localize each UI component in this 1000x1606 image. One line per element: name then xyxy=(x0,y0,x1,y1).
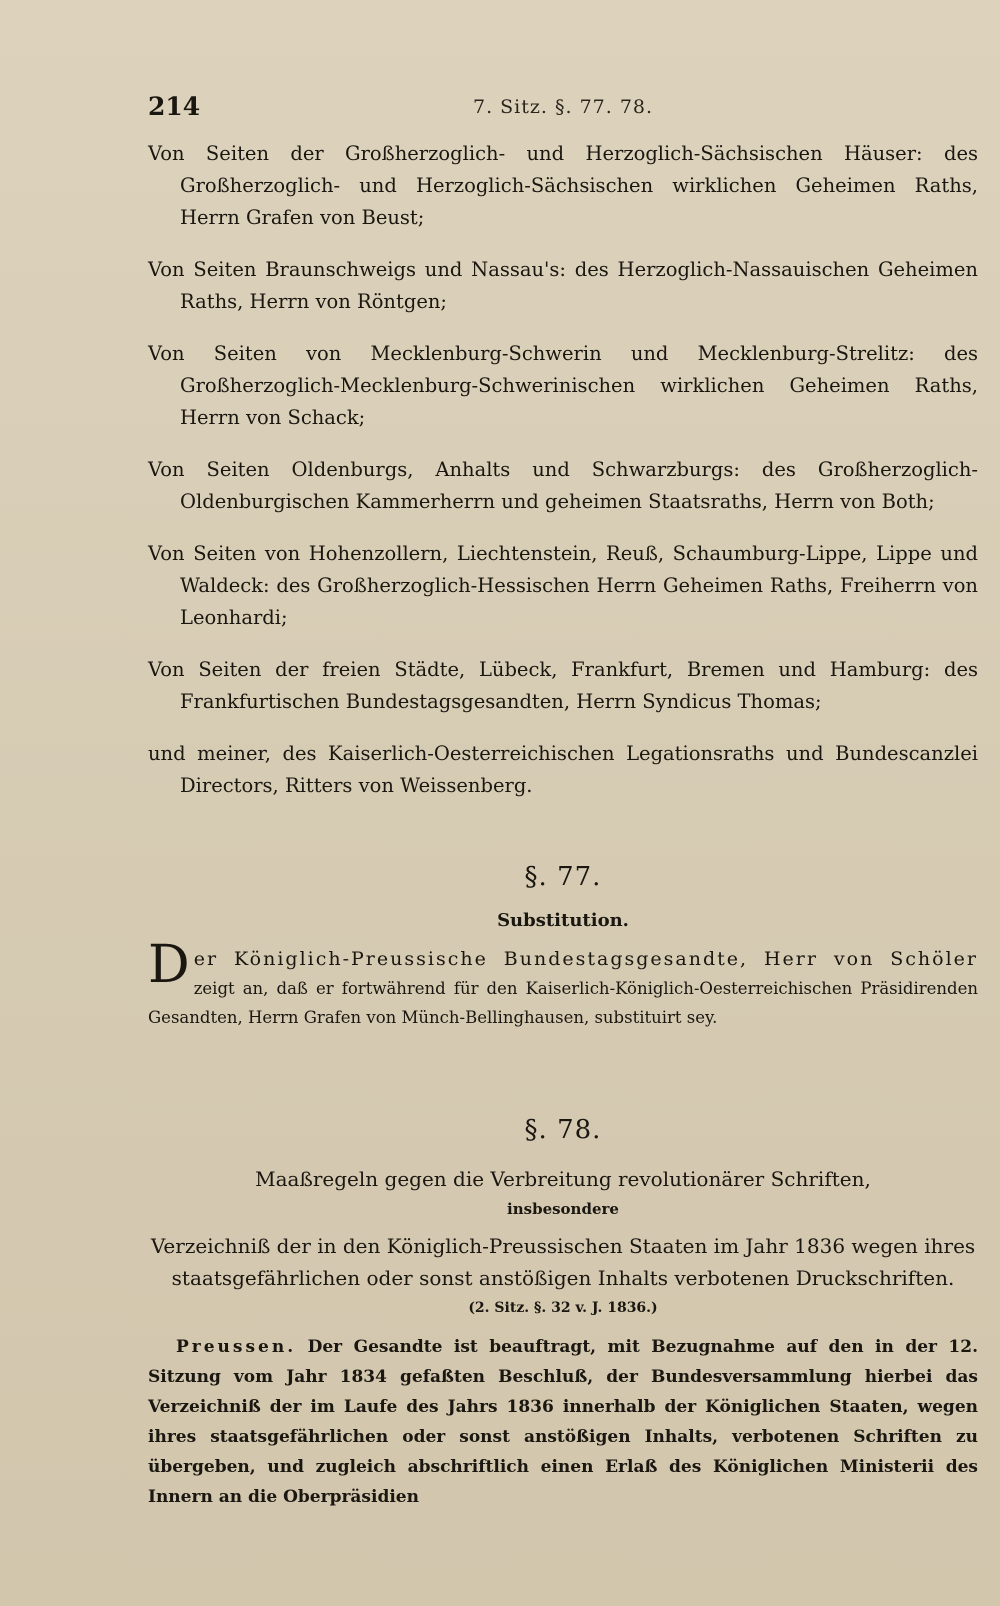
section-77-paragraph xyxy=(148,935,978,1032)
section-78-list-title: Verzeichniß der in den Königlich-Preussischen Staaten im Jahr 1836 wegen ihres staatsgefährlichen oder sonst anstößigen Inhalts verbotenen Druckschriften. xyxy=(150,1234,976,1290)
delegate-entry: Von Seiten der Großherzoglich- und Herzoglich-Sächsischen Häuser: des Großherzoglich- und Herzoglich-Sächsischen wirklichen Geheimen Raths, Herrn Grafen von Beust; xyxy=(148,142,978,229)
delegate-entry: Von Seiten Braunschweigs und Nassau's: des Herzoglich-Nassauischen Geheimen Raths, Herrn von Röntgen; xyxy=(148,258,978,313)
section-77-text: zeigt an, daß er fortwährend für den Kaiserlich-Königlich-Oesterreichischen Präsidirenden Gesandten, Herrn Grafen von Münch-Bellinghausen, substituirt sey. xyxy=(148,979,978,1027)
section-77-title: Substitution. xyxy=(497,910,629,931)
section-78-title: Maaßregeln gegen die Verbreitung revolutionärer Schriften, xyxy=(255,1167,871,1191)
delegate-entry: Von Seiten Oldenburgs, Anhalts und Schwarzburgs: des Großherzoglich-Oldenburgischen Kammerherrn und geheimen Staatsraths, Herrn von Both; xyxy=(148,458,978,513)
delegate-entry: Von Seiten von Mecklenburg-Schwerin und Mecklenburg-Strelitz: des Großherzoglich-Mecklenburg-Schwerinischen wirklichen Geheimen Raths, Herrn von Schack; xyxy=(148,342,978,429)
delegate-entry: und meiner, des Kaiserlich-Oesterreichischen Legationsraths und Bundescanzlei Directors, Ritters von Weissenberg. xyxy=(148,742,978,797)
prussia-text: Der Gesandte ist beauftragt, mit Bezugnahme auf den in der 12. Sitzung vom Jahr 1834 gefaßten Beschluß, der Bundesversammlung hierbei das Verzeichniß der im Laufe des Jahrs 1836 innerhalb der Königlichen Staaten, wegen ihres staatsgefährlichen oder sonst anstößigen Inhalts, verbotenen Schriften zu übergeben, und zugleich abschriftlich einen Erlaß des Königlichen Ministerii des Innern an die Oberpräsidien xyxy=(148,1337,979,1507)
section-78-citation: (2. Sitz. §. 32 v. J. 1836.) xyxy=(468,1300,658,1316)
section-78-subtitle: insbesondere xyxy=(507,1200,619,1218)
prussia-label: Preussen. xyxy=(176,1337,297,1357)
section-77-heading: §. 77. xyxy=(524,862,602,892)
page-number: 214 xyxy=(148,92,201,121)
delegate-list xyxy=(148,138,978,822)
running-head: 7. Sitz. §. 77. 78. xyxy=(473,96,654,118)
section-77-first-line: er Königlich-Preussische Bundestagsgesandte, Herr von Schöler xyxy=(193,948,978,970)
delegate-entry: Von Seiten der freien Städte, Lübeck, Frankfurt, Bremen und Hamburg: des Frankfurtischen Bundestagsgesandten, Herrn Syndicus Thomas; xyxy=(148,658,978,713)
drop-cap: D xyxy=(148,935,190,995)
delegate-entry: Von Seiten von Hohenzollern, Liechtenstein, Reuß, Schaumburg-Lippe, Lippe und Waldeck: des Großherzoglich-Hessischen Herrn Geheimen Raths, Freiherrn von Leonhardi; xyxy=(148,542,978,629)
prussia-paragraph xyxy=(148,1332,978,1512)
section-78-heading: §. 78. xyxy=(524,1115,602,1145)
page-header xyxy=(148,92,960,132)
